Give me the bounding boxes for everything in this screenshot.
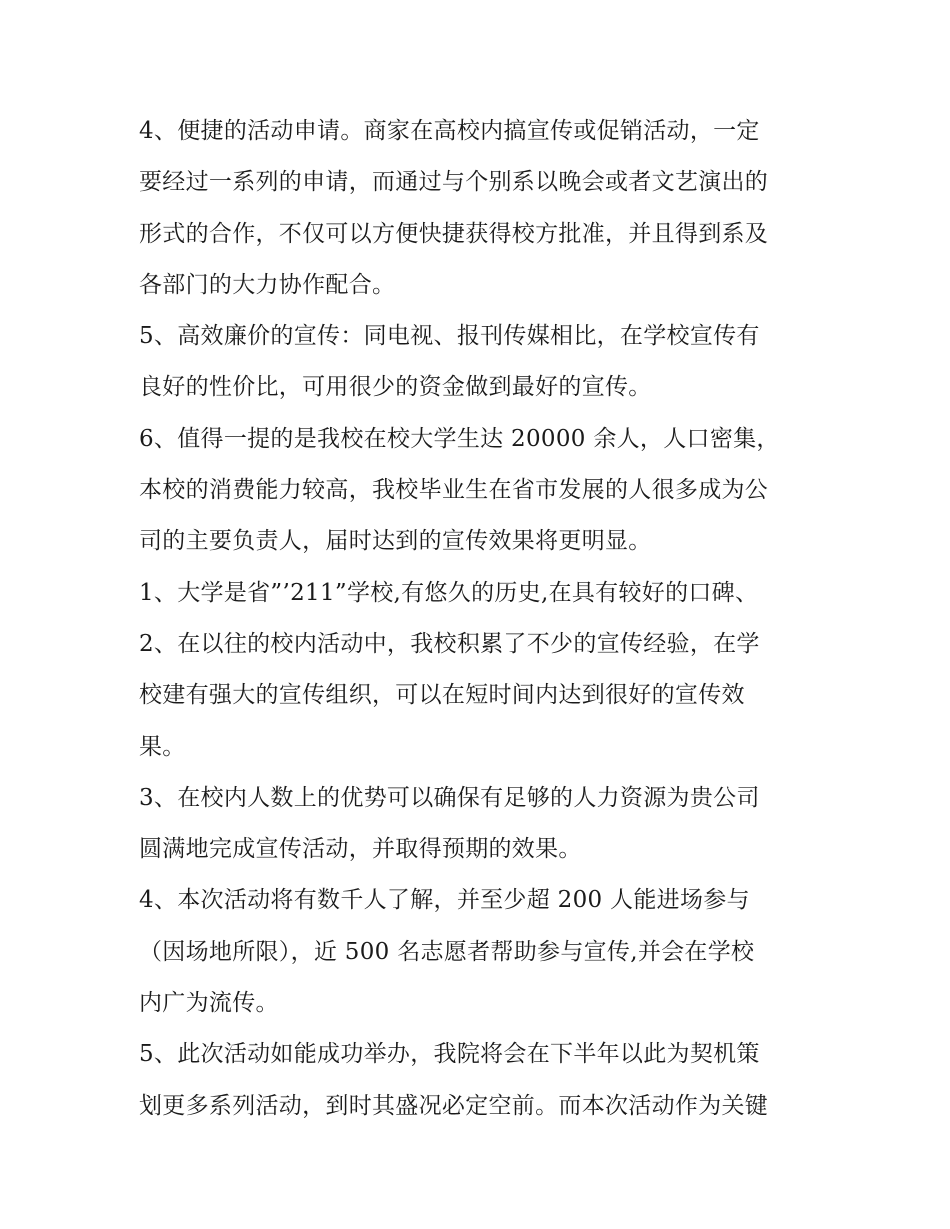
text-line: （因场地所限），近 500 名志愿者帮助参与宣传,并会在学校 (139, 938, 755, 965)
text-line: 3、在校内人数上的优势可以确保有足够的人力资源为贵公司 (139, 784, 760, 811)
text-line: 圆满地完成宣传活动，并取得预期的效果。 (139, 836, 582, 863)
document-body (139, 106, 819, 1132)
text-line: 校建有强大的宣传组织，可以在短时间内达到很好的宣传效 (139, 682, 745, 709)
paragraph-campus-experience (139, 619, 819, 773)
paragraph-student-population (139, 414, 819, 568)
text-line: 良好的性价比，可用很少的资金做到最好的宣传。 (139, 374, 652, 401)
text-line: 形式的合作，不仅可以方便快捷获得校方批准，并且得到系及 (139, 220, 769, 247)
text-line: 本校的消费能力较高，我校毕业生在省市发展的人很多成为公 (139, 477, 769, 504)
paragraph-convenient-application (139, 106, 819, 311)
text-line: 划更多系列活动，到时其盛况必定空前。而本次活动作为关键 (139, 1092, 769, 1119)
text-line: 2、在以往的校内活动中，我校积累了不少的宣传经验，在学 (139, 630, 760, 657)
text-line: 要经过一系列的申请，而通过与个别系以晚会或者文艺演出的 (139, 169, 769, 196)
text-line: 4、便捷的活动申请。商家在高校内搞宣传或促销活动，一定 (139, 118, 760, 144)
text-line: 6、值得一提的是我校在校大学生达 20000 余人，人口密集， (139, 425, 780, 452)
paragraph-attendance (139, 875, 819, 1029)
paragraph-efficient-promotion (139, 311, 819, 414)
text-line: 5、高效廉价的宣传：同电视、报刊传媒相比，在学校宣传有 (139, 323, 760, 350)
text-line: 内广为流传。 (139, 990, 279, 1017)
paragraph-future-activities (139, 1029, 819, 1132)
text-line: 5、此次活动如能成功举办，我院将会在下半年以此为契机策 (139, 1041, 760, 1068)
text-line: 各部门的大力协作配合。 (139, 271, 396, 298)
paragraph-manpower-advantage (139, 773, 819, 876)
text-line: 果。 (139, 733, 186, 760)
text-line: 4、本次活动将有数千人了解，并至少超 200 人能进场参与 (139, 887, 750, 914)
paragraph-university-reputation (139, 568, 819, 619)
text-line: 1、大学是省”’211”学校,有悠久的历史,在具有较好的口碑、 (139, 579, 759, 606)
text-line: 司的主要负责人，届时达到的宣传效果将更明显。 (139, 528, 652, 555)
